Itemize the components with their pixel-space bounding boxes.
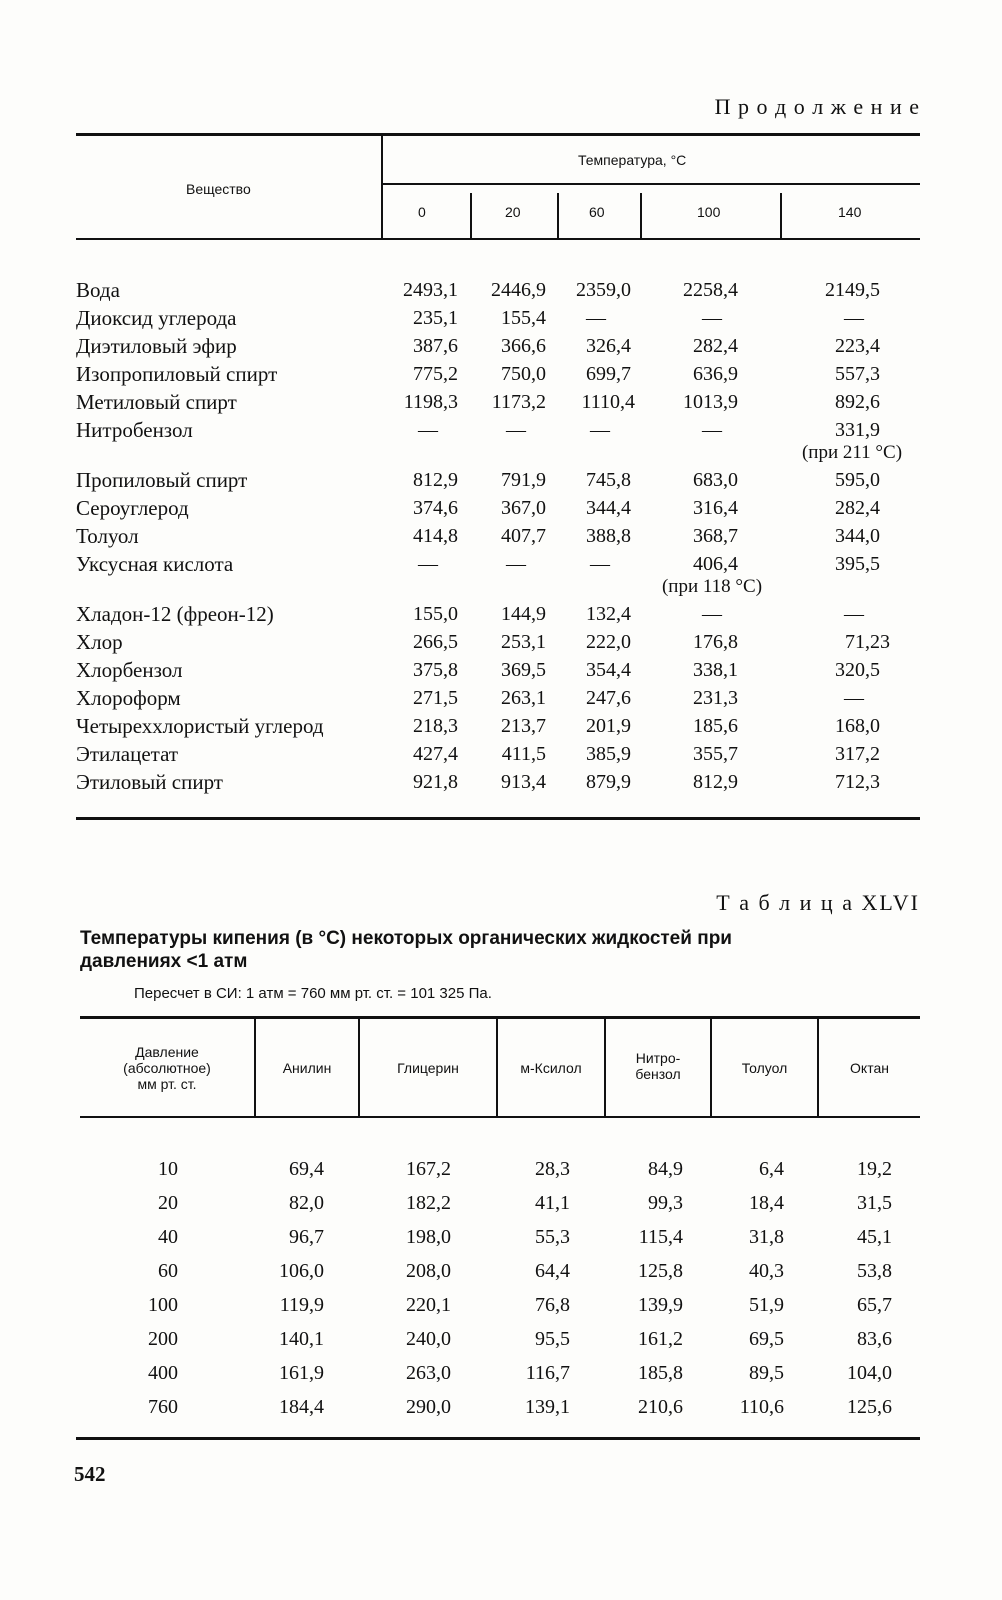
value-t20: 369,5 <box>501 659 546 681</box>
table1-row <box>0 360 1002 388</box>
value-t140: — <box>844 687 864 709</box>
glycerol-value: 208,0 <box>406 1260 451 1282</box>
octane-value: 83,6 <box>857 1328 892 1350</box>
value-t60: 1110,4 <box>581 391 635 413</box>
pressure-value: 200 <box>148 1328 178 1350</box>
table2-row <box>0 1186 1002 1220</box>
column-header-aniline: Анилин <box>282 1060 332 1076</box>
value-t20: 263,1 <box>501 687 546 709</box>
glycerol-value: 220,1 <box>406 1294 451 1316</box>
value-t140: 344,0 <box>835 525 880 547</box>
value-t100: 812,9 <box>693 771 738 793</box>
toluene-value: 51,9 <box>749 1294 784 1316</box>
table1-bottom-rule <box>76 817 920 820</box>
m-xylene-value: 64,4 <box>535 1260 570 1282</box>
aniline-value: 161,9 <box>279 1362 324 1384</box>
table1-temp-col-140: 140 <box>838 204 862 220</box>
substance-name: Хлорбензол <box>76 658 183 682</box>
table1-row <box>0 466 1002 494</box>
table1-row <box>0 304 1002 332</box>
glycerol-value: 263,0 <box>406 1362 451 1384</box>
value-t140: 2149,5 <box>825 279 880 301</box>
pressure-value: 20 <box>158 1192 178 1214</box>
value-t60: 222,0 <box>586 631 631 653</box>
table2-row <box>0 1390 1002 1424</box>
value-t140: 282,4 <box>835 497 880 519</box>
table2-title-line1: Температуры кипения (в °С) некоторых органических жидкостей при <box>80 928 732 949</box>
value-t20: — <box>506 419 526 441</box>
value-t20: 366,6 <box>501 335 546 357</box>
value-t20: 213,7 <box>501 715 546 737</box>
toluene-value: 31,8 <box>749 1226 784 1248</box>
table1-row <box>0 712 1002 740</box>
substance-name: Хлор <box>76 630 123 654</box>
aniline-value: 82,0 <box>289 1192 324 1214</box>
table1-header-bottom-rule <box>76 238 920 240</box>
value-t60: — <box>590 553 610 575</box>
value-t0: 1198,3 <box>403 391 458 413</box>
value-t100: 316,4 <box>693 497 738 519</box>
table1-row <box>0 522 1002 550</box>
value-t20: 750,0 <box>501 363 546 385</box>
substance-name: Толуол <box>76 524 139 548</box>
nitrobenzene-value: 185,8 <box>638 1362 683 1384</box>
value-t60: 385,9 <box>586 743 631 765</box>
value-t20: 367,0 <box>501 497 546 519</box>
value-t140: 331,9 <box>835 419 880 441</box>
nitrobenzene-header-line: бензол <box>635 1066 681 1082</box>
table1-row <box>0 388 1002 416</box>
value-t100: 338,1 <box>693 659 738 681</box>
value-t100: 355,7 <box>693 743 738 765</box>
nitrobenzene-value: 210,6 <box>638 1396 683 1418</box>
table1-row <box>0 740 1002 768</box>
table1-row <box>0 276 1002 304</box>
value-t140: 223,4 <box>835 335 880 357</box>
value-t0: — <box>418 553 438 575</box>
table1-column-divider <box>557 193 559 238</box>
table-number-label: Т а б л и ц а XLVI <box>716 890 920 915</box>
toluene-value: 89,5 <box>749 1362 784 1384</box>
octane-value: 19,2 <box>857 1158 892 1180</box>
substance-name: Пропиловый спирт <box>76 468 248 492</box>
table1-column-divider <box>780 193 782 238</box>
value-t100: 1013,9 <box>683 391 738 413</box>
value-t20: 155,4 <box>501 307 546 329</box>
table1-row <box>0 684 1002 712</box>
value-t60: 388,8 <box>586 525 631 547</box>
value-t100: 185,6 <box>693 715 738 737</box>
glycerol-value: 198,0 <box>406 1226 451 1248</box>
glycerol-value: 240,0 <box>406 1328 451 1350</box>
pressure-header-line: мм рт. ст. <box>137 1076 197 1092</box>
column-header-octane: Октан <box>850 1060 889 1076</box>
page-number: 542 <box>74 1462 106 1486</box>
aniline-value: 106,0 <box>279 1260 324 1282</box>
octane-value: 45,1 <box>857 1226 892 1248</box>
table1-row <box>0 768 1002 796</box>
value-t100: 368,7 <box>693 525 738 547</box>
value-t0: 266,5 <box>413 631 458 653</box>
table1-row <box>0 494 1002 522</box>
value-t20: 407,7 <box>501 525 546 547</box>
m-xylene-value: 139,1 <box>525 1396 570 1418</box>
nitrobenzene-value: 99,3 <box>648 1192 683 1214</box>
octane-value: 104,0 <box>847 1362 892 1384</box>
value-t0: 235,1 <box>413 307 458 329</box>
table2-row <box>0 1254 1002 1288</box>
value-t60: 354,4 <box>586 659 631 681</box>
value-t140: 595,0 <box>835 469 880 491</box>
column-header-glycerol: Глицерин <box>397 1060 459 1076</box>
pressure-value: 60 <box>158 1260 178 1282</box>
value-t60: — <box>590 419 610 441</box>
nitrobenzene-value: 115,4 <box>638 1226 683 1248</box>
aniline-value: 119,9 <box>279 1294 324 1316</box>
si-conversion-note: Пересчет в СИ: 1 атм = 760 мм рт. ст. = 101 325 Па. <box>134 985 492 1002</box>
value-t100: 406,4 <box>693 553 738 575</box>
table1-column-divider <box>640 193 642 238</box>
value-t20: 2446,9 <box>491 279 546 301</box>
m-xylene-value: 116,7 <box>525 1362 570 1384</box>
value-t0: 218,3 <box>413 715 458 737</box>
value-t0: 387,6 <box>413 335 458 357</box>
m-xylene-value: 41,1 <box>535 1192 570 1214</box>
value-note: (при 118 °С) <box>661 576 763 597</box>
value-t140: 71,23 <box>845 631 890 653</box>
pressure-header-line: Давление <box>135 1044 199 1060</box>
value-t20: — <box>506 553 526 575</box>
value-t0: 414,8 <box>413 525 458 547</box>
value-t0: — <box>418 419 438 441</box>
table1-top-rule <box>76 133 920 136</box>
aniline-value: 140,1 <box>279 1328 324 1350</box>
table1-row <box>0 332 1002 360</box>
value-t0: 155,0 <box>413 603 458 625</box>
aniline-value: 184,4 <box>279 1396 324 1418</box>
value-t0: 812,9 <box>413 469 458 491</box>
table1-temp-col-60: 60 <box>589 204 605 220</box>
glycerol-value: 167,2 <box>406 1158 451 1180</box>
value-t140: 557,3 <box>835 363 880 385</box>
value-t140: 168,0 <box>835 715 880 737</box>
pressure-header-line: (абсолютное) <box>123 1060 211 1076</box>
value-note: (при 211 °С) <box>801 442 903 463</box>
value-t140: 892,6 <box>835 391 880 413</box>
substance-name: Сероуглерод <box>76 496 189 520</box>
value-t60: 132,4 <box>586 603 631 625</box>
toluene-value: 40,3 <box>749 1260 784 1282</box>
nitrobenzene-value: 125,8 <box>638 1260 683 1282</box>
value-t100: 636,9 <box>693 363 738 385</box>
value-t100: — <box>702 603 722 625</box>
toluene-value: 69,5 <box>749 1328 784 1350</box>
value-t140: 317,2 <box>835 743 880 765</box>
octane-value: 65,7 <box>857 1294 892 1316</box>
value-t60: 879,9 <box>586 771 631 793</box>
value-t0: 2493,1 <box>403 279 458 301</box>
m-xylene-value: 76,8 <box>535 1294 570 1316</box>
value-t20: 144,9 <box>501 603 546 625</box>
table2-bottom-rule <box>76 1437 920 1440</box>
octane-value: 125,6 <box>847 1396 892 1418</box>
column-header-m-xylene: м-Ксилол <box>520 1060 582 1076</box>
octane-value: 31,5 <box>857 1192 892 1214</box>
value-t0: 374,6 <box>413 497 458 519</box>
value-t0: 271,5 <box>413 687 458 709</box>
aniline-value: 69,4 <box>289 1158 324 1180</box>
substance-name: Вода <box>76 278 120 302</box>
value-t20: 913,4 <box>501 771 546 793</box>
table1-temperature-header: Температура, °С <box>578 152 687 168</box>
value-t100: 683,0 <box>693 469 738 491</box>
value-t60: 326,4 <box>586 335 631 357</box>
value-t0: 775,2 <box>413 363 458 385</box>
value-t140: — <box>844 603 864 625</box>
glycerol-value: 290,0 <box>406 1396 451 1418</box>
value-t140: 320,5 <box>835 659 880 681</box>
m-xylene-value: 55,3 <box>535 1226 570 1248</box>
table2-row <box>0 1152 1002 1186</box>
table2-title-line2: давлениях <1 атм <box>80 951 248 972</box>
substance-name: Этиловый спирт <box>76 770 223 794</box>
value-t100: — <box>702 419 722 441</box>
table1-row <box>0 550 1002 597</box>
value-t20: 411,5 <box>501 743 546 765</box>
table1-temp-col-0: 0 <box>418 204 426 220</box>
table1-temp-col-20: 20 <box>505 204 521 220</box>
value-t60: 344,4 <box>586 497 631 519</box>
table2-row <box>0 1288 1002 1322</box>
table2-top-rule <box>80 1016 920 1019</box>
substance-name: Уксусная кислота <box>76 552 234 576</box>
toluene-value: 6,4 <box>759 1158 784 1180</box>
table1-temp-col-100: 100 <box>697 204 721 220</box>
pressure-value: 10 <box>158 1158 178 1180</box>
table2-header-bottom-rule <box>80 1116 920 1118</box>
value-t140: 395,5 <box>835 553 880 575</box>
substance-name: Диэтиловый эфир <box>76 334 237 358</box>
substance-name: Изопропиловый спирт <box>76 362 278 386</box>
m-xylene-value: 28,3 <box>535 1158 570 1180</box>
continuation-label: П р о д о л ж е н и е <box>714 94 920 119</box>
table2-row <box>0 1356 1002 1390</box>
value-t140: 712,3 <box>835 771 880 793</box>
value-t20: 791,9 <box>501 469 546 491</box>
aniline-value: 96,7 <box>289 1226 324 1248</box>
value-t20: 1173,2 <box>491 391 546 413</box>
pressure-value: 100 <box>148 1294 178 1316</box>
table2-row <box>0 1220 1002 1254</box>
m-xylene-value: 95,5 <box>535 1328 570 1350</box>
octane-value: 53,8 <box>857 1260 892 1282</box>
glycerol-value: 182,2 <box>406 1192 451 1214</box>
table1-column-divider <box>381 136 383 238</box>
table1-row <box>0 656 1002 684</box>
value-t60: 2359,0 <box>576 279 631 301</box>
substance-name: Диоксид углерода <box>76 306 237 330</box>
value-t100: 282,4 <box>693 335 738 357</box>
table2-row <box>0 1322 1002 1356</box>
substance-name: Этилацетат <box>76 742 179 766</box>
value-t60: 745,8 <box>586 469 631 491</box>
column-header-toluene: Толуол <box>741 1060 788 1076</box>
value-t140: — <box>844 307 864 329</box>
substance-name: Хлороформ <box>76 686 181 710</box>
pressure-value: 40 <box>158 1226 178 1248</box>
value-t0: 427,4 <box>413 743 458 765</box>
pressure-value: 760 <box>148 1396 178 1418</box>
nitrobenzene-value: 84,9 <box>648 1158 683 1180</box>
table1-header-rule <box>383 183 920 185</box>
value-t20: 253,1 <box>501 631 546 653</box>
toluene-value: 110,6 <box>739 1396 784 1418</box>
column-header-nitrobenzene <box>606 1050 710 1082</box>
table1-column-divider <box>470 193 472 238</box>
table1-substance-header: Вещество <box>186 181 251 197</box>
value-t60: 247,6 <box>586 687 631 709</box>
table1-row <box>0 416 1002 463</box>
pressure-value: 400 <box>148 1362 178 1384</box>
value-t100: 2258,4 <box>683 279 738 301</box>
substance-name: Четыреххлористый углерод <box>76 714 324 738</box>
nitrobenzene-header-line: Нитро- <box>635 1050 681 1066</box>
substance-name: Хладон-12 (фреон-12) <box>76 602 274 626</box>
substance-name: Нитробензол <box>76 418 193 442</box>
nitrobenzene-value: 161,2 <box>638 1328 683 1350</box>
nitrobenzene-value: 139,9 <box>638 1294 683 1316</box>
table1-row <box>0 600 1002 628</box>
value-t100: 176,8 <box>693 631 738 653</box>
toluene-value: 18,4 <box>749 1192 784 1214</box>
value-t60: — <box>586 307 606 329</box>
table1-row <box>0 628 1002 656</box>
substance-name: Метиловый спирт <box>76 390 237 414</box>
value-t0: 375,8 <box>413 659 458 681</box>
value-t0: 921,8 <box>413 771 458 793</box>
value-t100: — <box>702 307 722 329</box>
value-t60: 699,7 <box>586 363 631 385</box>
value-t100: 231,3 <box>693 687 738 709</box>
value-t60: 201,9 <box>586 715 631 737</box>
pressure-header <box>96 1044 238 1092</box>
